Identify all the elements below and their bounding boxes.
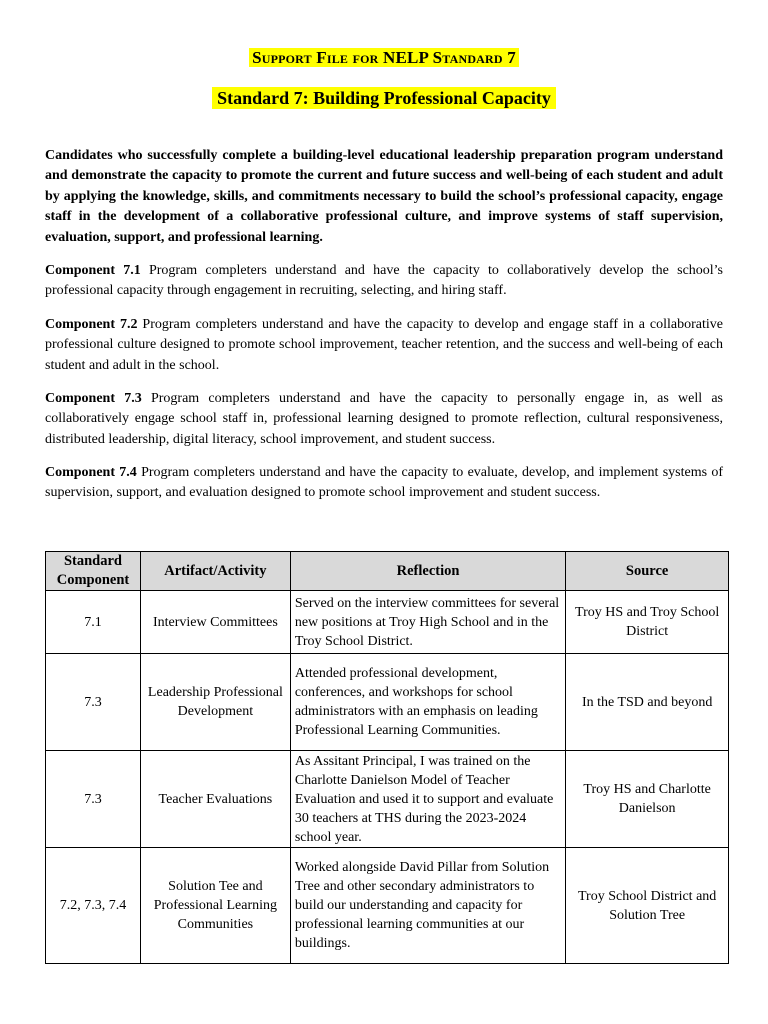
table-row bbox=[46, 751, 729, 848]
cell-source: Troy HS and Troy School District bbox=[566, 591, 729, 654]
cell-component: 7.2, 7.3, 7.4 bbox=[46, 848, 141, 964]
component-text: Program completers understand and have the capacity to personally engage in, as well as collaboratively engage school staff in, professional learning designed to promote reflection, cultural responsiveness, distributed leadership, digital literacy, school improvement, and student success. bbox=[45, 391, 724, 447]
cell-component: 7.3 bbox=[46, 654, 141, 751]
intro-paragraph: Candidates who successfully complete a building-level educational leadership preparation program understand and demonstrate the capacity to promote the current and future success and well-being of each student and adult by applying the knowledge, skills, and commitments necessary to build the school’s professional capacity, engage staff in the development of a collaborative professional culture, and improve systems of staff supervision, evaluation, support, and professional learning. bbox=[45, 148, 723, 245]
cell-component: 7.1 bbox=[46, 591, 141, 654]
cell-reflection: As Assitant Principal, I was trained on the Charlotte Danielson Model of Teacher Evaluation and used it to support and evaluate 30 teachers at THS during the 2023-2024 school year. bbox=[290, 751, 565, 848]
document-title: Support File for NELP Standard 7 bbox=[0, 48, 768, 68]
component-7-1-paragraph bbox=[45, 261, 723, 302]
cell-component: 7.3 bbox=[46, 751, 141, 848]
cell-artifact: Solution Tee and Professional Learning Communities bbox=[140, 848, 290, 964]
component-label: Component 7.3 bbox=[45, 391, 142, 406]
component-text: Program completers understand and have the capacity to evaluate, develop, and implement systems of supervision, support, and evaluation designed to promote school improvement and student success. bbox=[45, 465, 723, 501]
header-standard-component: Standard Component bbox=[46, 552, 141, 591]
evidence-table bbox=[45, 551, 729, 964]
cell-reflection: Worked alongside David Pillar from Solution Tree and other secondary administrators to build our understanding and capacity for professional learning communities at our buildings. bbox=[290, 848, 565, 964]
table-row bbox=[46, 654, 729, 751]
header-artifact-activity: Artifact/Activity bbox=[140, 552, 290, 591]
header-source: Source bbox=[566, 552, 729, 591]
component-7-4-paragraph bbox=[45, 463, 723, 504]
table-row bbox=[46, 848, 729, 964]
component-label: Component 7.4 bbox=[45, 465, 137, 480]
cell-reflection: Served on the interview committees for several new positions at Troy High School and in the Troy School District. bbox=[290, 591, 565, 654]
table-row bbox=[46, 591, 729, 654]
cell-source: Troy HS and Charlotte Danielson bbox=[566, 751, 729, 848]
cell-reflection: Attended professional development, conferences, and workshops for school administrators with an emphasis on leading Professional Learning Communities. bbox=[290, 654, 565, 751]
component-7-2-paragraph bbox=[45, 315, 723, 376]
cell-artifact: Teacher Evaluations bbox=[140, 751, 290, 848]
component-text: Program completers understand and have the capacity to develop and engage staff in a collaborative professional culture designed to promote school improvement, teacher retention, and the success and well-being of each student and adult in the school. bbox=[45, 317, 724, 373]
component-7-3-paragraph bbox=[45, 389, 723, 450]
cell-artifact: Interview Committees bbox=[140, 591, 290, 654]
cell-source: Troy School District and Solution Tree bbox=[566, 848, 729, 964]
cell-artifact: Leadership Professional Development bbox=[140, 654, 290, 751]
table-header-row bbox=[46, 552, 729, 591]
component-text: Program completers understand and have the capacity to collaboratively develop the school’s professional capacity through engagement in recruiting, selecting, and hiring staff. bbox=[45, 263, 724, 299]
standard-heading: Standard 7: Building Professional Capacity bbox=[0, 88, 768, 109]
cell-source: In the TSD and beyond bbox=[566, 654, 729, 751]
component-label: Component 7.1 bbox=[45, 263, 141, 278]
header-reflection: Reflection bbox=[290, 552, 565, 591]
component-label: Component 7.2 bbox=[45, 317, 138, 332]
